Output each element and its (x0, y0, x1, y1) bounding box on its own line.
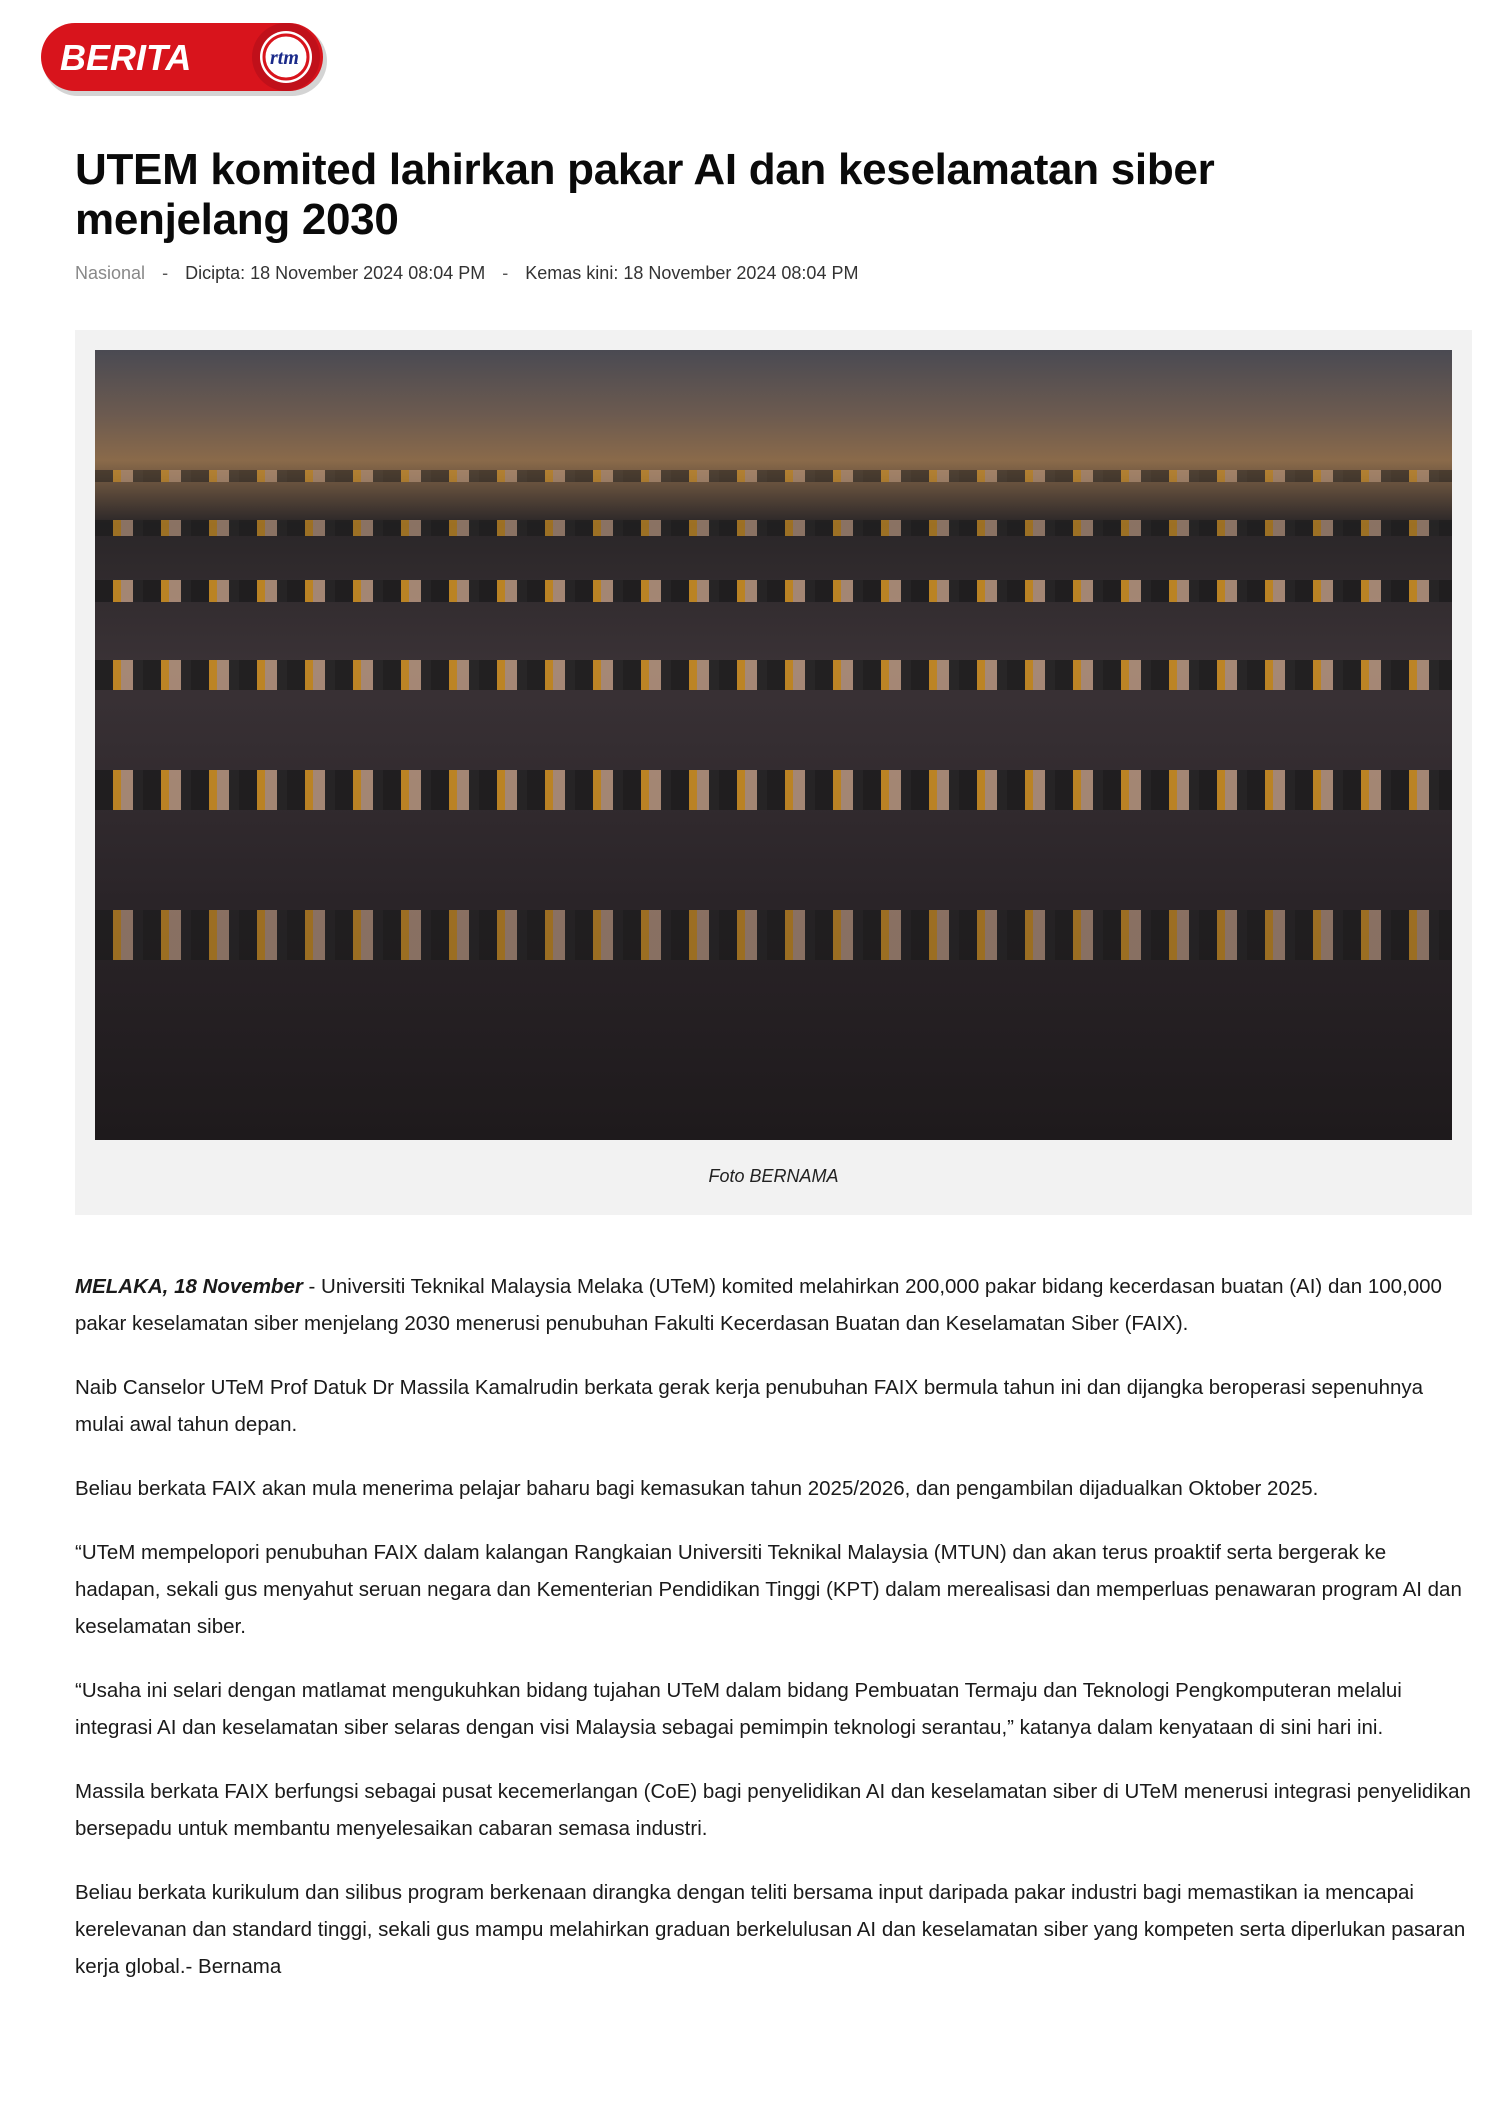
graduation-photo (95, 350, 1452, 1140)
article-paragraph: “UTeM mempelopori penubuhan FAIX dalam kalangan Rangkaian Universiti Teknikal Malaysia (MTUN) dan akan terus proaktif serta bergerak ke hadapan, sekali gus menyahut seruan negara dan Kementerian Pendidikan Tinggi (KPT) dalam merealisasi dan memperluas penawaran program AI dan keselamatan siber. (75, 1541, 1462, 1638)
meta-separator: - (502, 263, 509, 283)
created-date: Dicipta: 18 November 2024 08:04 PM (185, 263, 486, 283)
updated-date: Kemas kini: 18 November 2024 08:04 PM (525, 263, 859, 283)
berita-rtm-logo[interactable] (40, 22, 332, 102)
article-paragraph: Beliau berkata FAIX akan mula menerima pelajar baharu bagi kemasukan tahun 2025/2026, dan pengambilan dijadualkan Oktober 2025. (75, 1477, 1319, 1500)
article-meta (75, 263, 858, 284)
article-paragraph: “Usaha ini selari dengan matlamat mengukuhkan bidang tujahan UTeM dalam bidang Pembuatan Termaju dan Teknologi Pengkomputeran melalui integrasi AI dan keselamatan siber selaras dengan visi Malaysia sebagai pemimpin teknologi serantau,” katanya dalam kenyataan di sini hari ini. (75, 1679, 1402, 1739)
article-paragraph: Beliau berkata kurikulum dan silibus program berkenaan dirangka dengan teliti bersama input daripada pakar industri bagi memastikan ia mencapai kerelevanan dan standard tinggi, sekali gus mampu melahirkan graduan berkelulusan AI dan keselamatan siber yang kompeten serta diperlukan pasaran kerja global.- Bernama (75, 1881, 1466, 1978)
article-title: UTEM komited lahirkan pakar AI dan keselamatan siber menjelang 2030 (75, 145, 1215, 244)
paragraph-text: - Universiti Teknikal Malaysia Melaka (UTeM) komited melahirkan 200,000 pakar bidang kecerdasan buatan (AI) dan 100,000 pakar keselamatan siber menjelang 2030 menerusi penubuhan Fakulti Kecerdasan Buatan dan Keselamatan Siber (FAIX). (75, 1275, 1442, 1335)
svg-text:rtm: rtm (270, 47, 299, 69)
article-paragraph (75, 1268, 1475, 1342)
photo-caption: Foto BERNAMA (708, 1166, 839, 1186)
meta-separator: - (162, 263, 169, 283)
article-paragraph: Massila berkata FAIX berfungsi sebagai pusat kecemerlangan (CoE) bagi penyelidikan AI dan keselamatan siber di UTeM menerusi integrasi penyelidikan bersepadu untuk membantu menyelesaikan cabaran semasa industri. (75, 1780, 1471, 1840)
article-body (75, 1268, 1475, 2012)
article-paragraph: Naib Canselor UTeM Prof Datuk Dr Massila Kamalrudin berkata gerak kerja penubuhan FAIX bermula tahun ini dan dijangka beroperasi sepenuhnya mulai awal tahun depan. (75, 1376, 1424, 1436)
svg-text:BERITA: BERITA (60, 37, 192, 78)
category-link[interactable]: Nasional (75, 263, 146, 283)
article-figure (75, 330, 1472, 1215)
dateline: MELAKA, 18 November (75, 1275, 303, 1298)
